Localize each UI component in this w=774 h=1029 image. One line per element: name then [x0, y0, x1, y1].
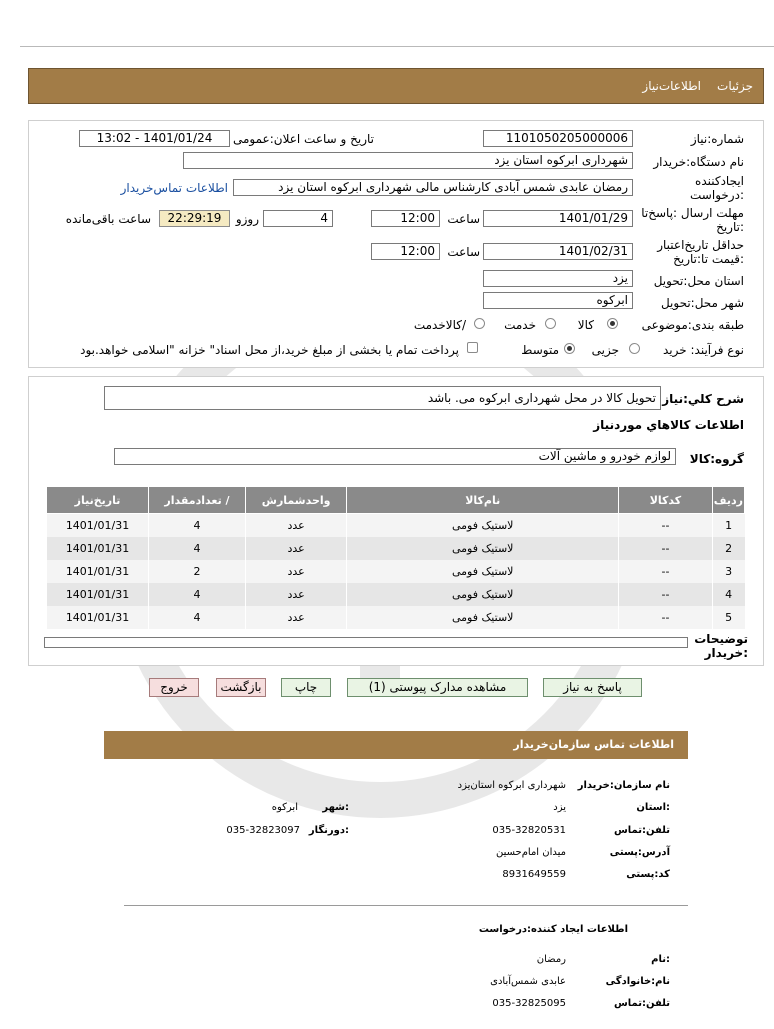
cell-code: --	[619, 606, 713, 629]
contact-header-title: اطلاعات تماس سازمان‌خریدار	[513, 738, 674, 751]
summary-field: تحویل کالا در محل شهرداری ابرکوه می. باشد	[104, 386, 661, 410]
contact-province-label: :استان	[636, 802, 670, 813]
radio-goods-label: کالا	[577, 318, 594, 332]
contact-org-value: شهرداری ابرکوه استان‌یزد	[457, 780, 566, 791]
price-date-field: 1401/02/31	[483, 243, 633, 260]
cell-row: 2	[712, 537, 744, 560]
col-name: نام‌کالا	[347, 487, 619, 514]
radio-medium-label: متوسط	[521, 343, 559, 357]
reply-date-field: 1401/01/29	[483, 210, 633, 227]
cell-name: لاستیک فومی	[347, 537, 619, 560]
contact-postal-value: 8931649559	[502, 869, 566, 880]
cell-code: --	[619, 560, 713, 583]
contact-fax-value: 035-32823097	[226, 825, 300, 836]
contact-city-label: :شهر	[322, 802, 349, 813]
buyer-notes-field	[44, 637, 688, 648]
price-time-label: ساعت	[447, 245, 480, 259]
remaining-time-label: ساعت باقی‌مانده	[65, 212, 151, 226]
cell-code: --	[619, 514, 713, 538]
reply-deadline-label-2: :تاریخ	[716, 220, 744, 234]
creator-field: رمضان عابدی شمس آبادی کارشناس مالی شهرداری ابرکوه استان یزد	[233, 179, 633, 196]
cell-row: 4	[712, 583, 744, 606]
creator-family-value: عابدی شمس‌آبادی	[490, 976, 566, 987]
creator-phone-value: 035-32825095	[492, 998, 566, 1009]
cell-name: لاستیک فومی	[347, 514, 619, 538]
cell-quantity: 4	[149, 606, 246, 629]
cell-unit: عدد	[245, 606, 346, 629]
city-label: شهر محل:تحویل	[660, 296, 744, 310]
items-table-header	[47, 487, 745, 514]
cell-date: 1401/01/31	[47, 583, 149, 606]
days-field: 4	[263, 210, 333, 227]
radio-service[interactable]	[545, 318, 556, 329]
radio-goods[interactable]	[607, 318, 618, 329]
print-button[interactable]: چاپ	[281, 678, 331, 697]
table-row	[47, 583, 745, 606]
cell-code: --	[619, 583, 713, 606]
contact-header-bar	[104, 731, 688, 759]
contact-divider	[124, 905, 688, 906]
reply-deadline-label: مهلت ارسال :پاسخ‌تا	[641, 206, 744, 220]
cell-quantity: 4	[149, 583, 246, 606]
radio-medium[interactable]	[564, 343, 575, 354]
buyer-org-field: شهرداری ابرکوه استان یزد	[183, 152, 633, 169]
radio-partial[interactable]	[629, 343, 640, 354]
creator-phone-label: تلفن:تماس	[613, 998, 670, 1009]
cell-name: لاستیک فومی	[347, 583, 619, 606]
reply-button[interactable]: پاسخ به نیاز	[543, 678, 642, 697]
table-row	[47, 514, 745, 538]
city-field: ابرکوه	[483, 292, 633, 309]
price-time-field: 12:00	[371, 243, 440, 260]
contact-address-value: میدان امام‌حسین	[495, 847, 566, 858]
contact-phone-label: تلفن:تماس	[613, 825, 670, 836]
table-row	[47, 606, 745, 629]
tab-details[interactable]: جزئیات	[717, 79, 753, 93]
contact-fax-label: :دورنگار	[308, 825, 349, 836]
creator-label: ایجادکننده	[695, 174, 744, 188]
items-table	[46, 486, 745, 629]
creator-family-label: نام:خانوادگی	[605, 976, 670, 987]
cell-date: 1401/01/31	[47, 537, 149, 560]
contact-address-label: آدرس:پستی	[609, 847, 670, 858]
treasury-payment-checkbox[interactable]	[467, 342, 478, 353]
treasury-payment-note: پرداخت تمام یا بخشی از مبلغ خرید،از محل اسناد" خزانه "اسلامی خواهد.بود	[80, 343, 459, 357]
table-row	[47, 537, 745, 560]
cell-unit: عدد	[245, 537, 346, 560]
contact-postal-label: کد:پستی	[626, 869, 670, 880]
creator-info-title: اطلاعات ایجاد کننده:درخواست	[478, 924, 628, 935]
cell-name: لاستیک فومی	[347, 560, 619, 583]
contact-province-value: یزد	[553, 802, 566, 813]
page-header-bar	[28, 68, 764, 104]
radio-goods-service-label: /کالاخدمت	[413, 318, 466, 332]
need-number-label: شماره:نیاز	[690, 132, 744, 146]
announce-label: تاریخ و ساعت اعلان:عمومی	[232, 132, 374, 146]
creator-name-value: رمضان	[536, 954, 566, 965]
reply-time-field: 12:00	[371, 210, 440, 227]
cell-quantity: 2	[149, 560, 246, 583]
cell-unit: عدد	[245, 583, 346, 606]
attachments-button[interactable]: مشاهده مدارک پیوستی (1)	[347, 678, 528, 697]
back-button[interactable]: بازگشت	[216, 678, 266, 697]
cell-row: 1	[712, 514, 744, 538]
goods-group-label: گروه:کالا	[689, 452, 744, 466]
announce-field: 1401/01/24 - 13:02	[79, 130, 230, 147]
col-unit: واحدشمارش	[245, 487, 346, 514]
province-field: یزد	[483, 270, 633, 287]
cell-date: 1401/01/31	[47, 560, 149, 583]
creator-label-2: :درخواست	[690, 188, 744, 202]
buyer-org-label: نام دستگاه:خریدار	[653, 155, 744, 169]
contact-phone-value: 035-32820531	[492, 825, 566, 836]
radio-partial-label: جزیی	[591, 343, 619, 357]
remaining-time-field: 22:29:19	[159, 210, 230, 227]
cell-quantity: 4	[149, 537, 246, 560]
cell-row: 5	[712, 606, 744, 629]
cell-unit: عدد	[245, 560, 346, 583]
cell-date: 1401/01/31	[47, 514, 149, 538]
province-label: استان محل:تحویل	[653, 274, 744, 288]
table-row	[47, 560, 745, 583]
radio-service-label: خدمت	[504, 318, 536, 332]
contact-org-label: نام سازمان:خریدار	[577, 780, 670, 791]
items-title: اطلاعات کالاهاي موردنیاز	[593, 418, 744, 432]
exit-button[interactable]: خروج	[149, 678, 199, 697]
col-quantity: / تعدادمقدار	[149, 487, 246, 514]
tab-need-info[interactable]: اطلاعات‌نیاز	[642, 79, 701, 93]
col-code: کدکالا	[619, 487, 713, 514]
top-divider	[20, 46, 774, 47]
need-number-field: 1101050205000006	[483, 130, 633, 147]
col-date: تاریخ‌نیاز	[47, 487, 149, 514]
cell-date: 1401/01/31	[47, 606, 149, 629]
buyer-notes-label: توضیحات	[694, 632, 748, 646]
radio-goods-service[interactable]	[474, 318, 485, 329]
price-validity-label-2: :قیمت تا:تاریخ	[673, 252, 744, 266]
cell-name: لاستیک فومی	[347, 606, 619, 629]
buyer-notes-label-2: :خریدار	[704, 646, 748, 660]
contact-city-value: ابرکوه	[271, 802, 298, 813]
price-validity-label: حداقل تاریخ‌اعتبار	[657, 238, 744, 252]
cell-code: --	[619, 537, 713, 560]
creator-name-label: :نام	[651, 954, 670, 965]
col-row: ردیف	[712, 487, 744, 514]
buyer-contact-link[interactable]: اطلاعات تماس‌خریدار	[120, 181, 228, 195]
summary-label: شرح کلي:نیاز	[662, 392, 744, 406]
reply-time-label: ساعت	[447, 212, 480, 226]
days-label: روزو	[235, 212, 259, 226]
category-label: طبقه بندی:موضوعی	[641, 318, 744, 332]
cell-quantity: 4	[149, 514, 246, 538]
goods-group-field: لوازم خودرو و ماشین آلات	[114, 448, 676, 465]
cell-unit: عدد	[245, 514, 346, 538]
cell-row: 3	[712, 560, 744, 583]
process-label: نوع فرآیند: خرید	[663, 343, 744, 357]
